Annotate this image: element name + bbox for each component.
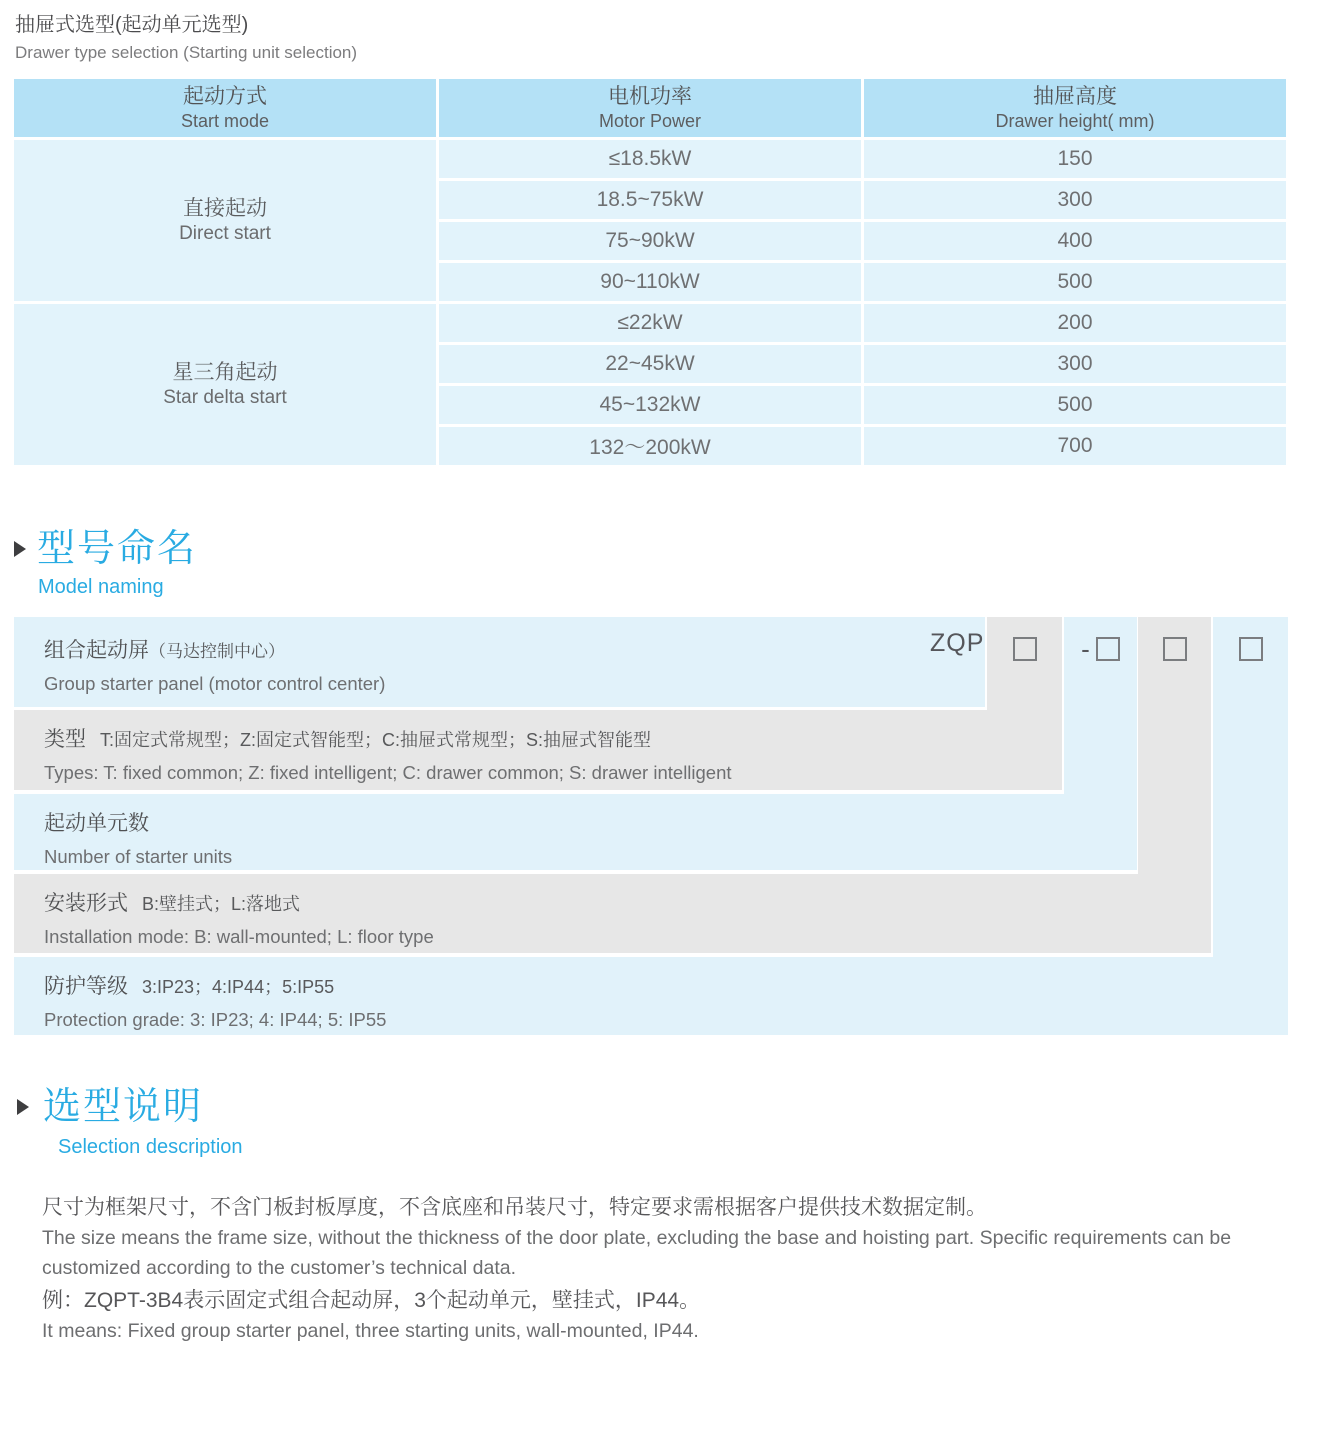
section-title-cn: 选型说明	[43, 1086, 204, 1128]
section-selection-description-header	[17, 1085, 243, 1159]
size-note-cn: 尺寸为框架尺寸，不含门板封板厚度，不含底座和吊装尺寸，特定要求需根据客户提供技术数据定制。	[42, 1196, 987, 1219]
mode-en: Star delta start	[163, 387, 287, 408]
row-cn-detail: T:固定式常规型；Z:固定式智能型；C:抽屉式常规型；S:抽屉式智能型	[100, 730, 652, 750]
power-cell: 132～200kW	[439, 427, 861, 465]
model-naming-diagram	[14, 617, 1288, 1035]
power-cell: 18.5~75kW	[439, 181, 861, 219]
row-en: Installation mode: B: wall-mounted; L: floor type	[44, 926, 434, 947]
height-cell: 200	[864, 304, 1286, 342]
page-title-cn: 抽屉式选型(起动单元选型)	[15, 14, 249, 36]
row-cn: 组合起动屏	[44, 639, 149, 662]
example-cn: 例：ZQPT-3B4表示固定式组合起动屏，3个起动单元，壁挂式，IP44。	[42, 1289, 701, 1312]
model-code-box-units	[1096, 637, 1120, 661]
height-cell: 400	[864, 222, 1286, 260]
section-title-en: Model naming	[38, 576, 164, 598]
code-strip-units	[1064, 617, 1137, 870]
height-cell: 500	[864, 263, 1286, 301]
code-strip-type	[987, 617, 1062, 790]
drawer-selection-table	[14, 79, 1286, 465]
section-arrow-icon	[14, 541, 26, 557]
size-note-en: The size means the frame size, without the thickness of the door plate, excluding the base and hoisting part. Specific requirements can be customized according to the customer’s technical data.	[42, 1227, 1232, 1279]
model-code-prefix: ZQP	[930, 629, 985, 657]
power-cell: ≤22kW	[439, 304, 861, 342]
header-en: Start mode	[180, 111, 270, 131]
start-mode-cell-star-delta	[14, 304, 436, 465]
naming-row-types	[14, 710, 1062, 790]
power-cell: 75~90kW	[439, 222, 861, 260]
row-cn-detail: 3:IP23；4:IP44；5:IP55	[142, 977, 335, 997]
power-cell: 45~132kW	[439, 386, 861, 424]
model-code-box-type	[1013, 637, 1037, 661]
power-cell: ≤18.5kW	[439, 140, 861, 178]
height-cell: 300	[864, 181, 1286, 219]
height-cell: 500	[864, 386, 1286, 424]
section-model-naming-header	[14, 527, 197, 599]
section-title-en: Selection description	[58, 1136, 243, 1158]
model-code-box-installation	[1163, 637, 1187, 661]
row-en: Number of starter units	[44, 846, 233, 867]
naming-row-protection-grade	[14, 957, 1288, 1035]
section-title-cn: 型号命名	[37, 528, 198, 570]
row-en: Types: T: fixed common; Z: fixed intelligent; C: drawer common; S: drawer intelligent	[44, 762, 732, 783]
row-cn: 安装形式	[44, 892, 128, 915]
mode-cn: 直接起动	[183, 197, 267, 220]
model-code-box-protection	[1239, 637, 1263, 661]
header-cn: 起动方式	[183, 85, 267, 108]
example-en: It means: Fixed group starter panel, three starting units, wall-mounted, IP44.	[42, 1320, 699, 1342]
start-mode-cell-direct	[14, 140, 436, 301]
header-cn: 电机功率	[608, 85, 692, 108]
mode-en: Direct start	[179, 223, 271, 244]
row-cn: 起动单元数	[44, 812, 149, 835]
header-en: Motor Power	[598, 111, 702, 131]
page-title-en: Drawer type selection (Starting unit selection)	[15, 43, 358, 62]
table-header-start-mode	[14, 79, 436, 137]
row-cn: 类型	[44, 728, 86, 751]
row-cn-detail: B:壁挂式；L:落地式	[142, 894, 301, 914]
naming-row-starter-units	[14, 794, 1137, 870]
power-cell: 22~45kW	[439, 345, 861, 383]
power-cell: 90~110kW	[439, 263, 861, 301]
page-title	[15, 12, 357, 64]
naming-row-group-starter-panel	[14, 617, 985, 707]
row-cn: 防护等级	[44, 975, 128, 998]
row-cn-sub: （马达控制中心）	[149, 642, 285, 661]
header-cn: 抽屉高度	[1033, 85, 1117, 108]
table-header-motor-power	[439, 79, 861, 137]
row-en: Protection grade: 3: IP23; 4: IP44; 5: IP55	[44, 1009, 387, 1030]
header-en: Drawer height( mm)	[995, 111, 1155, 131]
section-arrow-icon	[17, 1099, 29, 1115]
code-strip-protection	[1213, 617, 1288, 1035]
mode-cn: 星三角起动	[172, 361, 278, 384]
naming-row-installation-mode	[14, 874, 1211, 953]
table-header-drawer-height	[864, 79, 1286, 137]
height-cell: 150	[864, 140, 1286, 178]
model-code-dash: -	[1081, 634, 1090, 664]
code-strip-installation	[1138, 617, 1211, 953]
selection-description-text	[42, 1192, 1294, 1346]
height-cell: 300	[864, 345, 1286, 383]
height-cell: 700	[864, 427, 1286, 465]
row-en: Group starter panel (motor control center)	[44, 673, 386, 694]
